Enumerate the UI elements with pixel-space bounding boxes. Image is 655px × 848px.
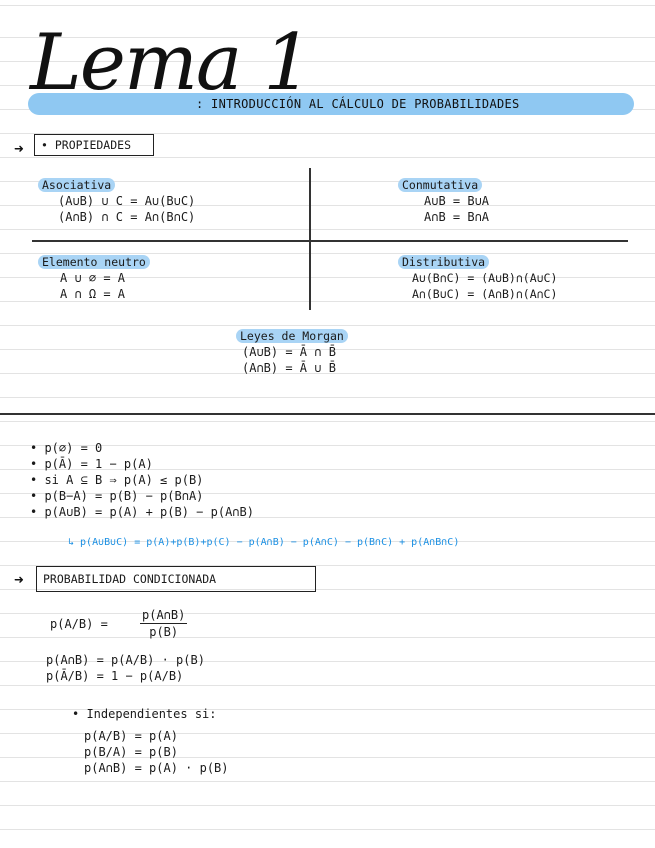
conditional-def-fraction [140, 607, 187, 640]
independence-block [72, 706, 229, 776]
vertical-divider [309, 168, 311, 310]
independence-title: • Independientes si: [72, 707, 217, 721]
horizontal-divider [32, 240, 628, 242]
probability-properties [30, 440, 254, 520]
conditional-rule-1: p(A∩B) = p(A/B) · p(B) [46, 653, 205, 667]
distributiva-block [398, 254, 557, 302]
lesson-subtitle: : INTRODUCCIÓN AL CÁLCULO DE PROBABILIDADES [196, 97, 520, 111]
morgan-block [236, 328, 348, 376]
neutro-line-1: A ∪ ∅ = A [60, 271, 126, 285]
arrow-icon: ➜ [14, 139, 24, 158]
morgan-line-1: (A∪B) = Ā ∩ B̄ [242, 345, 336, 359]
distributiva-line-2: A∩(B∪C) = (A∩B)∩(A∩C) [412, 287, 558, 301]
section-separator [0, 413, 655, 415]
arrow-icon: ➜ [14, 570, 24, 589]
distributiva-line-1: A∪(B∩C) = (A∪B)∩(A∪C) [412, 271, 558, 285]
conditional-rules [46, 652, 205, 684]
asociativa-line-1: (A∪B) ∪ C = A∪(B∪C) [58, 194, 196, 208]
independence-line-3: p(A∩B) = p(A) · p(B) [84, 761, 229, 775]
distributiva-label: Distributiva [398, 255, 489, 269]
asociativa-label: Asociativa [38, 178, 115, 192]
prob-extension-three-events: ↳ p(A∪B∪C) = p(A)+p(B)+p(C) − p(A∩B) − p(A∩C) − p(B∩C) + p(A∩B∩C) [68, 537, 460, 548]
condicionada-heading: PROBABILIDAD CONDICIONADA [36, 566, 316, 592]
neutro-label: Elemento neutro [38, 255, 150, 269]
morgan-line-2: (A∩B) = Ā ∪ B̄ [242, 361, 336, 375]
neutro-block [38, 254, 150, 302]
morgan-label: Leyes de Morgan [236, 329, 348, 343]
conmutativa-block [398, 177, 489, 225]
asociativa-block [38, 177, 195, 225]
independence-line-2: p(B/A) = p(B) [84, 745, 178, 759]
prob-line-4: • p(B−A) = p(B) − p(B∩A) [30, 489, 204, 503]
conmutativa-line-1: A∪B = B∪A [424, 194, 490, 208]
conditional-rule-2: p(Ā/B) = 1 − p(A/B) [46, 669, 184, 683]
conditional-def-denominator: p(B) [149, 625, 179, 639]
prob-line-1: • p(∅) = 0 [30, 441, 103, 455]
conmutativa-line-2: A∩B = B∩A [424, 210, 490, 224]
conditional-def-numerator: p(A∩B) [142, 608, 186, 622]
asociativa-line-2: (A∩B) ∩ C = A∩(B∩C) [58, 210, 196, 224]
lesson-title: Lema 1 [30, 18, 311, 108]
conditional-def-left: p(A/B) = [50, 617, 108, 631]
prob-line-3: • si A ⊆ B ⇒ p(A) ≤ p(B) [30, 473, 204, 487]
propiedades-heading: • PROPIEDADES [34, 134, 154, 156]
conmutativa-label: Conmutativa [398, 178, 482, 192]
neutro-line-2: A ∩ Ω = A [60, 287, 126, 301]
independence-line-1: p(A/B) = p(A) [84, 729, 178, 743]
prob-line-5: • p(A∪B) = p(A) + p(B) − p(A∩B) [30, 505, 254, 519]
prob-line-2: • p(Ā) = 1 − p(A) [30, 457, 153, 471]
